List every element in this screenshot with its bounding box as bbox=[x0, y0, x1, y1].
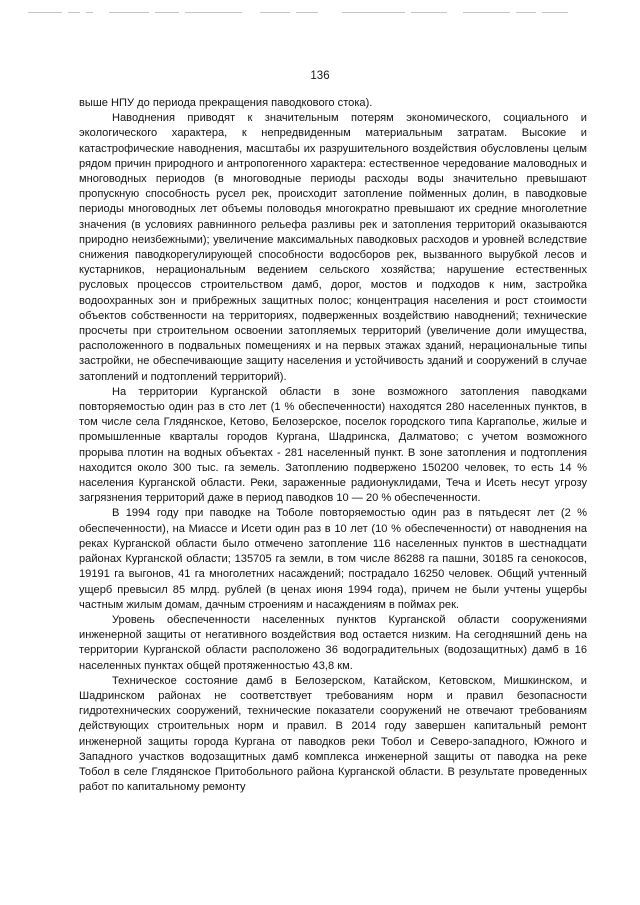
paragraph-protection-level: Уровень обеспеченности населенных пунктов Курганской области сооружениями инженерной защиты от негативного воздействия вод остается низким. На сегодняшний день на территории Курганской области расположено 36 водоградительных (водозащитных) дамб в 16 населенных пунктах общей протяженностью 43,8 км. bbox=[79, 613, 587, 672]
paragraph-kurgan-flood-zone: На территории Курганской области в зоне возможного затопления паводками повторяемостью один раз в сто лет (1 % обеспеченности) находятся 280 населенных пунктов, в том числе села Глядянское, Кетово, Белозерское, поселок городского типа Каргаполье, жилые и промышленные кварталы городов Кургана, Шадринска, Далматово; с учетом возможного прорыва плотин на водных объектах - 281 населенный пункт. В зоне затопления и подтопления находится около 300 тыс. га земель. Затоплению подвержено 150200 человек, то есть 14 % населения Курганской области. Реки, зараженные радионуклидами, Теча и Исеть несут угрозу загрязнения территорий даже в период паводков 10 — 20 % обеспеченности. bbox=[79, 385, 587, 505]
paragraph-1994-flood: В 1994 году при паводке на Тоболе повторяемостью один раз в пятьдесят лет (2 % обеспеченности), на Миассе и Исети один раз в 10 лет (10 % обеспеченности) от наводнения на реках Курганской области было отмечено затопление 116 населенных пунктов в шестнадцати районах Курганской области; 135705 га земли, в том числе 86288 га пашни, 30185 га сенокосов, 19191 га выгонов, 41 га многолетних насаждений; пострадало 16250 человек. Общий учтенный ущерб превысил 85 млрд. рублей (в ценах июня 1994 года), причем не были учтены ущербы частным жилым домам, дачным строениям и насаждениям в поймах рек. bbox=[79, 507, 587, 611]
page-number: 136 bbox=[310, 70, 330, 82]
body-text bbox=[79, 96, 587, 795]
paragraph-dam-condition: Техническое состояние дамб в Белозерском, Катайском, Кетовском, Мишкинском, и Шадринском районах не соответствует требованиям норм и правил безопасности гидротехнических сооружений, технические показатели сооружений не отвечают требованиям действующих строительных норм и правил. В 2014 году завершен капитальный ремонт инженерной защиты города Кургана от паводков реки Тобол и Северо-западного, Южного и Западного участков водозащитных дамб комплекса инженерной защиты от паводка на реке Тобол в селе Глядянское Притобольного района Курганской области. В результате проведенных работ по капитальному ремонту bbox=[79, 674, 587, 794]
paragraph-continuation: выше НПУ до периода прекращения паводкового стока). bbox=[79, 97, 373, 109]
paragraph-flood-causes: Наводнения приводят к значительным потерям экономического, социального и экологического характера, к непредвиденным материальным затратам. Высокие и катастрофические наводнения, масштабы их разрушительного воздействия обусловлены целым рядом причин природного и антропогенного характера: естественное чередование маловодных и многоводных периодов (в многоводные периоды расходы воды значительно превышают пропускную способность русел рек, происходит затопление пойменных долин, в паводковые периоды многоводных лет объемы половодья многократно превышают их средние многолетние значения (в условиях равнинного рельефа разливы рек и затопления территорий оказываются природно неизбежными); увеличение максимальных паводковых расходов и уровней вследствие снижения паводкорегулирующей способности водосборов рек, вызванного вырубкой лесов и кустарников, нерациональным ведением сельского хозяйства; нарушение естественных русловых процессов строительством дамб, дорог, мостов и подходов к ним, застройка водоохранных зон и прибрежных защитных полос; концентрация населения и рост стоимости объектов собственности на территориях, подверженных воздействию наводнений; технические просчеты при строительном освоении затопляемых территорий (увеличение доли имущества, расположенного в подвальных помещениях и на первых этажах зданий, нерациональные типы застройки, не обеспечивающие защиту населения и устойчивость зданий и сооружений в случае затоплений и подтоплений территорий). bbox=[79, 112, 587, 383]
scan-header-artifact bbox=[28, 9, 568, 15]
